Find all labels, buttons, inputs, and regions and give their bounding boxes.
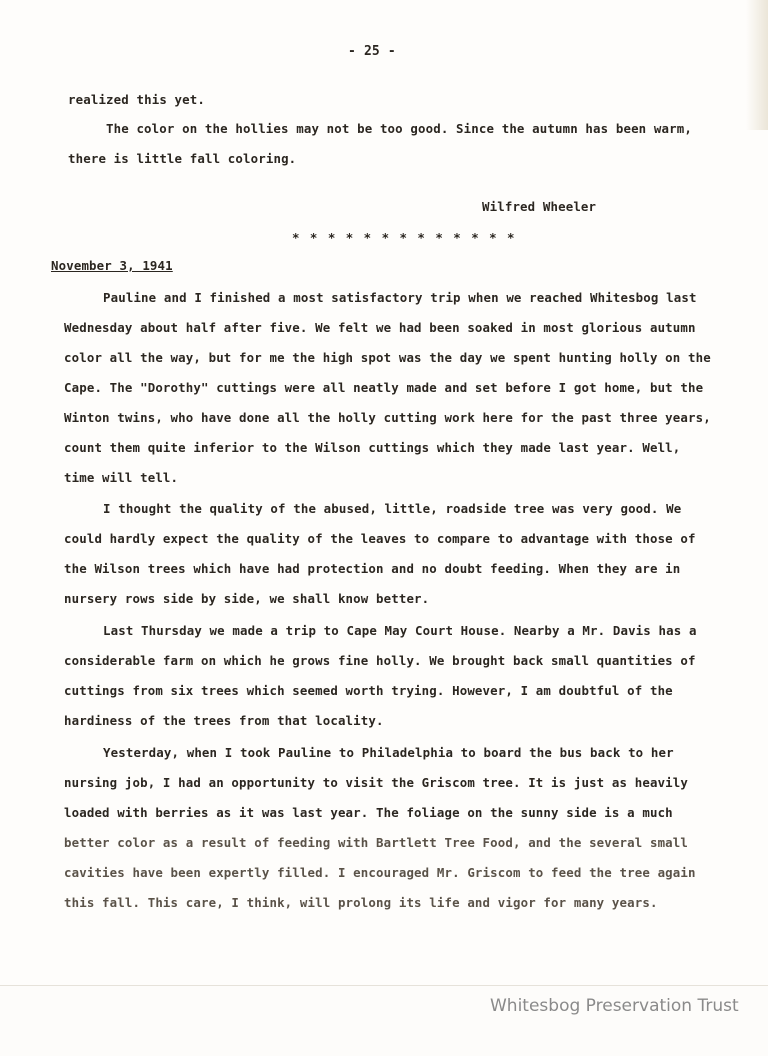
text-line: cavities have been expertly filled. I encouraged Mr. Griscom to feed the tree again (64, 865, 696, 880)
text-line: color all the way, but for me the high spot was the day we spent hunting holly on the (64, 350, 711, 365)
text-line: better color as a result of feeding with Bartlett Tree Food, and the several small (64, 835, 689, 850)
text-line: nursing job, I had an opportunity to visit the Griscom tree. It is just as heavily (64, 775, 689, 790)
text-line: there is little fall coloring. (68, 151, 297, 166)
text-line: Cape. The "Dorothy" cuttings were all neatly made and set before I got home, but the (64, 380, 704, 395)
text-line: Wednesday about half after five. We felt we had been soaked in most glorious autumn (64, 320, 696, 335)
text-line: Winton twins, who have done all the holly cutting work here for the past three years, (64, 410, 711, 425)
text-line: Pauline and I finished a most satisfactory trip when we reached Whitesbog last (103, 290, 697, 305)
text-line: loaded with berries as it was last year. The foliage on the sunny side is a much (64, 805, 673, 820)
text-line: hardiness of the trees from that locality. (64, 713, 384, 728)
text-line: cuttings from six trees which seemed worth trying. However, I am doubtful of the (64, 683, 673, 698)
text-line: nursery rows side by side, we shall know better. (64, 591, 430, 606)
watermark: Whitesbog Preservation Trust (490, 996, 739, 1016)
text-line: count them quite inferior to the Wilson cuttings which they made last year. Well, (64, 440, 681, 455)
section-separator: * * * * * * * * * * * * * (292, 230, 516, 245)
text-line: could hardly expect the quality of the leaves to compare to advantage with those of (64, 531, 696, 546)
paper-stain (746, 0, 768, 130)
text-line: The color on the hollies may not be too good. Since the autumn has been warm, (106, 121, 692, 136)
page-number: - 25 - (348, 44, 396, 59)
signature: Wilfred Wheeler (482, 199, 597, 214)
text-line: time will tell. (64, 470, 179, 485)
text-line: realized this yet. (68, 92, 205, 107)
date-heading: November 3, 1941 (51, 258, 173, 273)
text-line: considerable farm on which he grows fine holly. We brought back small quantities of (64, 653, 696, 668)
text-line: this fall. This care, I think, will prolong its life and vigor for many years. (64, 895, 658, 910)
text-line: I thought the quality of the abused, little, roadside tree was very good. We (103, 501, 682, 516)
text-line: Last Thursday we made a trip to Cape May Court House. Nearby a Mr. Davis has a (103, 623, 697, 638)
text-line: Yesterday, when I took Pauline to Philadelphia to board the bus back to her (103, 745, 674, 760)
text-line: the Wilson trees which have had protection and no doubt feeding. When they are in (64, 561, 681, 576)
